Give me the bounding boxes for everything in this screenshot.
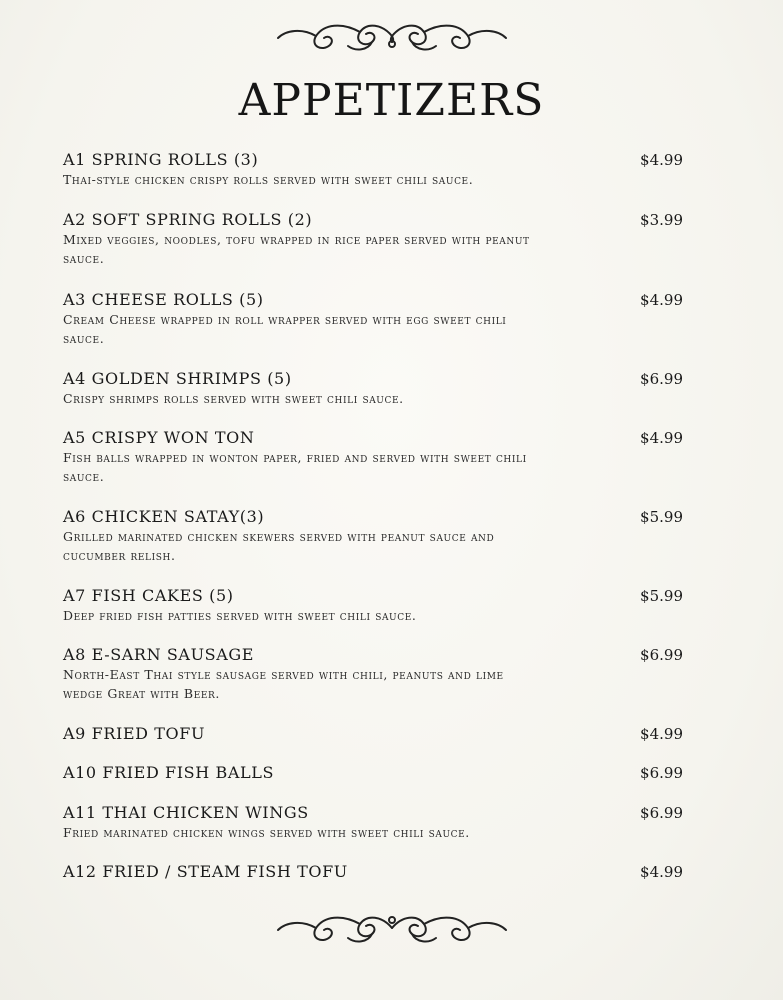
item-price: $4.99 <box>640 863 683 881</box>
item-description: Fish balls wrapped in wonton paper, fried and served with sweet chili sauce. <box>63 450 527 484</box>
menu-item <box>63 645 723 703</box>
item-name: A7 FISH CAKES (5) <box>63 586 234 605</box>
scroll-ornament-top <box>272 14 512 58</box>
item-name: A11 THAI CHICKEN WINGS <box>63 803 309 822</box>
menu-item <box>63 724 723 744</box>
menu-item <box>63 763 723 783</box>
menu-item <box>63 803 723 842</box>
item-description: Fried marinated chicken wings served with sweet chili sauce. <box>63 825 470 840</box>
item-description: North-East Thai style sausage served with chili, peanuts and lime wedge Great with Beer. <box>63 667 504 701</box>
item-name: A12 FRIED / STEAM FISH TOFU <box>63 862 348 881</box>
menu-item <box>63 862 723 882</box>
menu-item <box>63 290 723 348</box>
item-price: $4.99 <box>640 429 683 447</box>
item-price: $5.99 <box>640 508 683 526</box>
menu-item <box>63 369 723 408</box>
item-name: A1 SPRING ROLLS (3) <box>63 150 259 169</box>
item-name: A6 CHICKEN SATAY(3) <box>63 507 265 526</box>
menu-item <box>63 586 723 625</box>
item-price: $4.99 <box>640 291 683 309</box>
item-price: $6.99 <box>640 370 683 388</box>
menu-item <box>63 507 723 565</box>
item-name: A10 FRIED FISH BALLS <box>63 763 275 782</box>
item-price: $3.99 <box>640 211 683 229</box>
item-description: Cream Cheese wrapped in roll wrapper served with egg sweet chili sauce. <box>63 312 507 346</box>
item-price: $6.99 <box>640 804 683 822</box>
scroll-ornament-bottom <box>272 906 512 950</box>
item-price: $6.99 <box>640 646 683 664</box>
item-name: A5 CRISPY WON TON <box>63 428 255 447</box>
item-name: A3 CHEESE ROLLS (5) <box>63 290 264 309</box>
page-title: APPETIZERS <box>238 75 545 126</box>
item-description: Grilled marinated chicken skewers served with peanut sauce and cucumber relish. <box>63 529 495 563</box>
menu-item <box>63 210 723 268</box>
item-name: A8 E-SARN SAUSAGE <box>63 645 255 664</box>
item-description: Thai-style chicken crispy rolls served with sweet chili sauce. <box>63 172 474 187</box>
menu-item <box>63 428 723 486</box>
item-description: Crispy shrimps rolls served with sweet chili sauce. <box>63 391 404 406</box>
menu-item <box>63 150 723 189</box>
item-price: $4.99 <box>640 725 683 743</box>
item-description: Mixed veggies, noodles, tofu wrapped in rice paper served with peanut sauce. <box>63 232 530 266</box>
item-name: A4 GOLDEN SHRIMPS (5) <box>63 369 292 388</box>
item-name: A2 SOFT SPRING ROLLS (2) <box>63 210 313 229</box>
item-name: A9 FRIED TOFU <box>63 724 206 743</box>
item-description: Deep fried fish patties served with sweet chili sauce. <box>63 608 417 623</box>
item-price: $4.99 <box>640 151 683 169</box>
item-price: $6.99 <box>640 764 683 782</box>
item-price: $5.99 <box>640 587 683 605</box>
